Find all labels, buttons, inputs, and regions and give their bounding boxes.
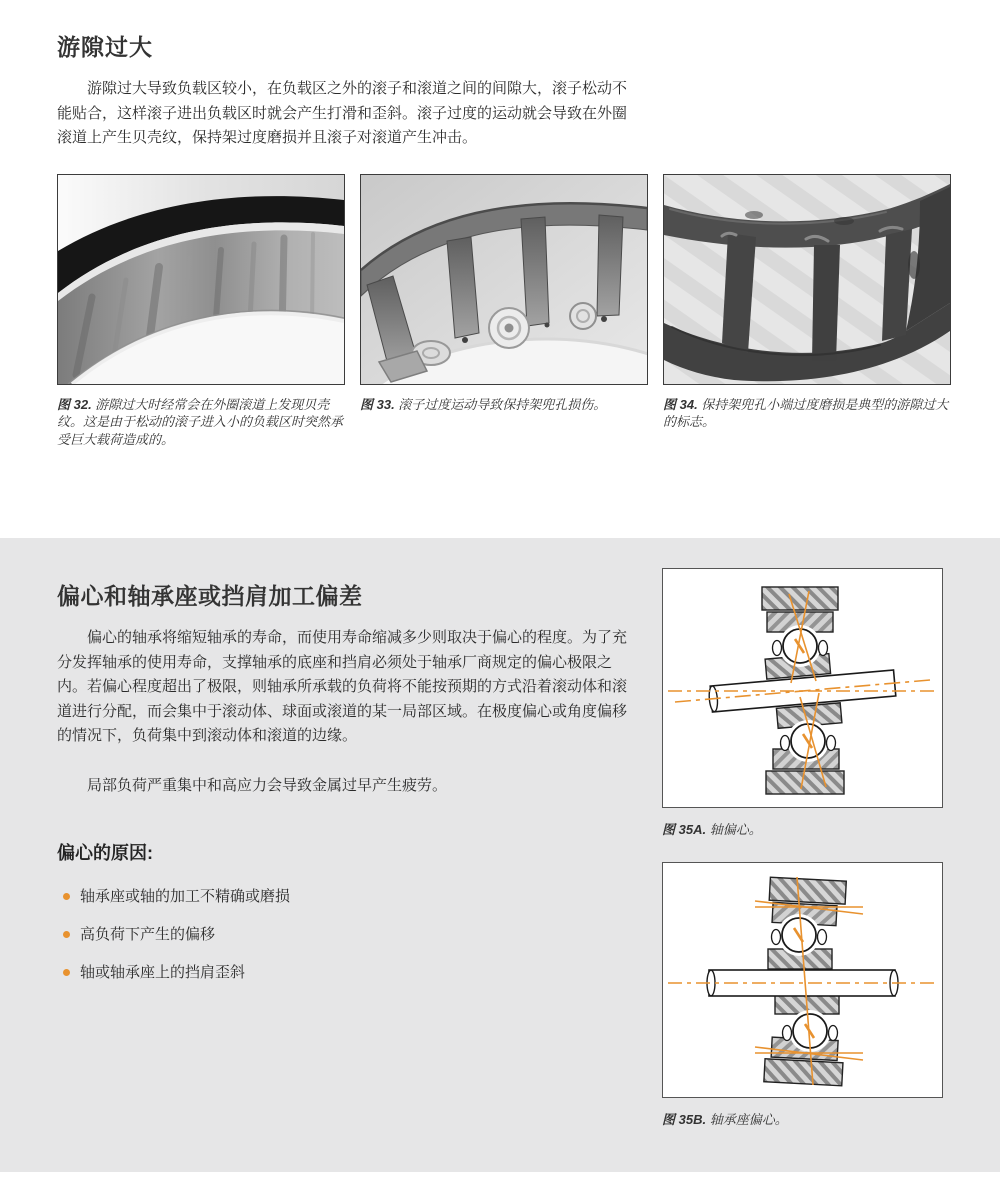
raceway-photo-graphic	[58, 175, 344, 384]
figure-35a-label: 图 35A.	[662, 822, 707, 837]
section-excessive-clearance	[0, 0, 1000, 538]
misalignment-figures-column	[662, 538, 943, 1172]
bullet-icon	[63, 931, 70, 938]
misalignment-text-column	[57, 538, 632, 1172]
cause-text: 轴承座或轴的加工不精确或磨损	[80, 888, 291, 905]
figure-33-caption	[360, 396, 648, 414]
figure-35b-caption-text: 轴承座偏心。	[706, 1111, 788, 1127]
bullet-icon	[63, 893, 70, 900]
figure-34-caption-text: 保持架兜孔小端过度磨损是典型的游隙过大的标志。	[663, 396, 949, 429]
section1-title: 游隙过大	[57, 34, 153, 60]
cage-wear-photo-graphic	[664, 175, 950, 384]
figure-34-photo	[663, 174, 951, 385]
bullet-icon	[63, 969, 70, 976]
section2-paragraph2: 局部负荷严重集中和高应力会导致金属过早产生疲劳。	[87, 776, 448, 794]
figure-33-caption-text: 滚子过度运动导致保持架兜孔损伤。	[394, 396, 607, 412]
cage-damage-photo-graphic	[361, 175, 647, 384]
figure-33-photo	[360, 174, 648, 385]
cause-text: 轴或轴承座上的挡肩歪斜	[80, 964, 246, 981]
figure-35a-caption-text: 轴偏心。	[706, 822, 762, 837]
figure-32-caption	[57, 396, 345, 449]
cause-text: 高负荷下产生的偏移	[80, 926, 216, 943]
section1-paragraph: 游隙过大导致负载区较小，在负载区之外的滚子和滚道之间的间隙大，滚子松动不能贴合，这样滚子进出负载区时就会产生打滑和歪斜。滚子过度的运动就会导致在外圈滚道上产生贝壳纹，保持架过度磨损并且滚子对滚道产生冲击。	[57, 80, 628, 146]
figure-34	[663, 174, 951, 449]
causes-heading: 偏心的原因:	[57, 843, 153, 863]
shaft-misalignment-graphic	[663, 569, 942, 807]
section-misalignment	[0, 538, 1000, 1172]
housing-misalignment-graphic	[663, 863, 942, 1097]
causes-list	[57, 886, 632, 983]
figure-32-label: 图 32.	[57, 396, 92, 412]
figure-35a-diagram	[662, 568, 943, 808]
figure-row	[57, 174, 949, 449]
section2-paragraph1: 偏心的轴承将缩短轴承的寿命，而使用寿命缩减多少则取决于偏心的程度。为了充分发挥轴承的使用寿命，支撑轴承的底座和挡肩必须处于轴承厂商规定的偏心极限之内。若偏心程度超出了极限，则轴承所承载的负荷将不能按预期的方式沿着滚动体和滚道进行分配，而会集中于滚动体、球面或滚道的某一局部区域。在极度偏心或角度偏移的情况下，负荷集中到滚动体和滚道的边缘。	[57, 629, 628, 744]
figure-32	[57, 174, 345, 449]
figure-33	[360, 174, 648, 449]
figure-35b-label: 图 35B.	[662, 1111, 707, 1127]
cause-item	[57, 924, 632, 945]
figure-34-label: 图 34.	[663, 396, 698, 412]
section2-title: 偏心和轴承座或挡肩加工偏差	[57, 583, 363, 609]
cause-item	[57, 962, 632, 983]
figure-32-caption-text: 游隙过大时经常会在外圈滚道上发现贝壳纹。这是由于松动的滚子进入小的负载区时突然承受巨大载荷造成的。	[57, 396, 344, 447]
figure-35b-diagram	[662, 862, 943, 1098]
figure-32-photo	[57, 174, 345, 385]
cause-item	[57, 886, 632, 907]
figure-34-caption	[663, 396, 951, 431]
figure-35b-caption	[662, 1111, 943, 1129]
figure-33-label: 图 33.	[360, 396, 395, 412]
figure-35a-caption	[662, 821, 943, 839]
